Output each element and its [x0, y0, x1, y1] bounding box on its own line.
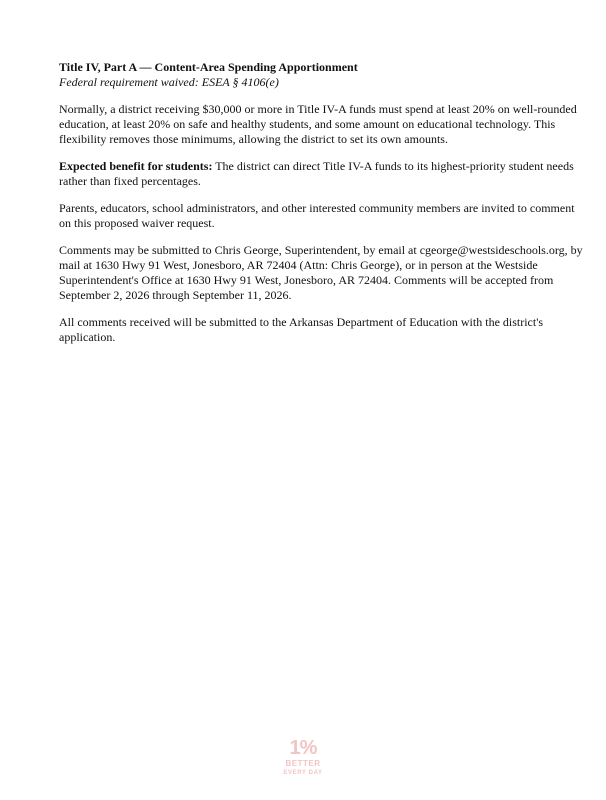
- benefit-label: Expected benefit for students:: [59, 159, 213, 173]
- paragraph-requirement: Normally, a district receiving $30,000 or more in Title IV-A funds must spend at least 20% on well-rounded education, at least 20% on safe and healthy students, and some amount on educational technology. This flexibility removes those minimums, allowing the district to set its own amounts.: [59, 102, 577, 146]
- logo-better-text: BETTER: [285, 759, 321, 768]
- logo-every-day-text: EVERY DAY: [283, 770, 323, 776]
- paragraph-submission: All comments received will be submitted to the Arkansas Department of Education with the district's application.: [59, 315, 544, 344]
- footer-logo: [0, 737, 606, 777]
- logo-percent-text: 1%: [289, 737, 317, 759]
- paragraph-comment-instructions: Comments may be submitted to Chris George, Superintendent, by email at cgeorge@westsideschools.org, by mail at 1630 Hwy 91 West, Jonesboro, AR 72404 (Attn: Chris George), or in person at the Westside Superintendent's Office at 1630 Hwy 91 West, Jonesboro, AR 72404. Comments will be accepted from September 2, 2026 through September 11, 2026.: [59, 243, 583, 302]
- benefit-text: The district can direct Title IV-A funds to its highest-priority student needs rather than fixed percentages.: [59, 159, 574, 188]
- section-subtitle: Federal requirement waived: ESEA § 4106(e): [59, 75, 279, 89]
- section-title: Title IV, Part A — Content-Area Spending Apportionment: [59, 60, 358, 74]
- paragraph-invitation: Parents, educators, school administrators, and other interested community members are invited to comment on this proposed waiver request.: [59, 201, 575, 230]
- document-page: [59, 60, 589, 357]
- paragraph-benefit: [59, 159, 589, 189]
